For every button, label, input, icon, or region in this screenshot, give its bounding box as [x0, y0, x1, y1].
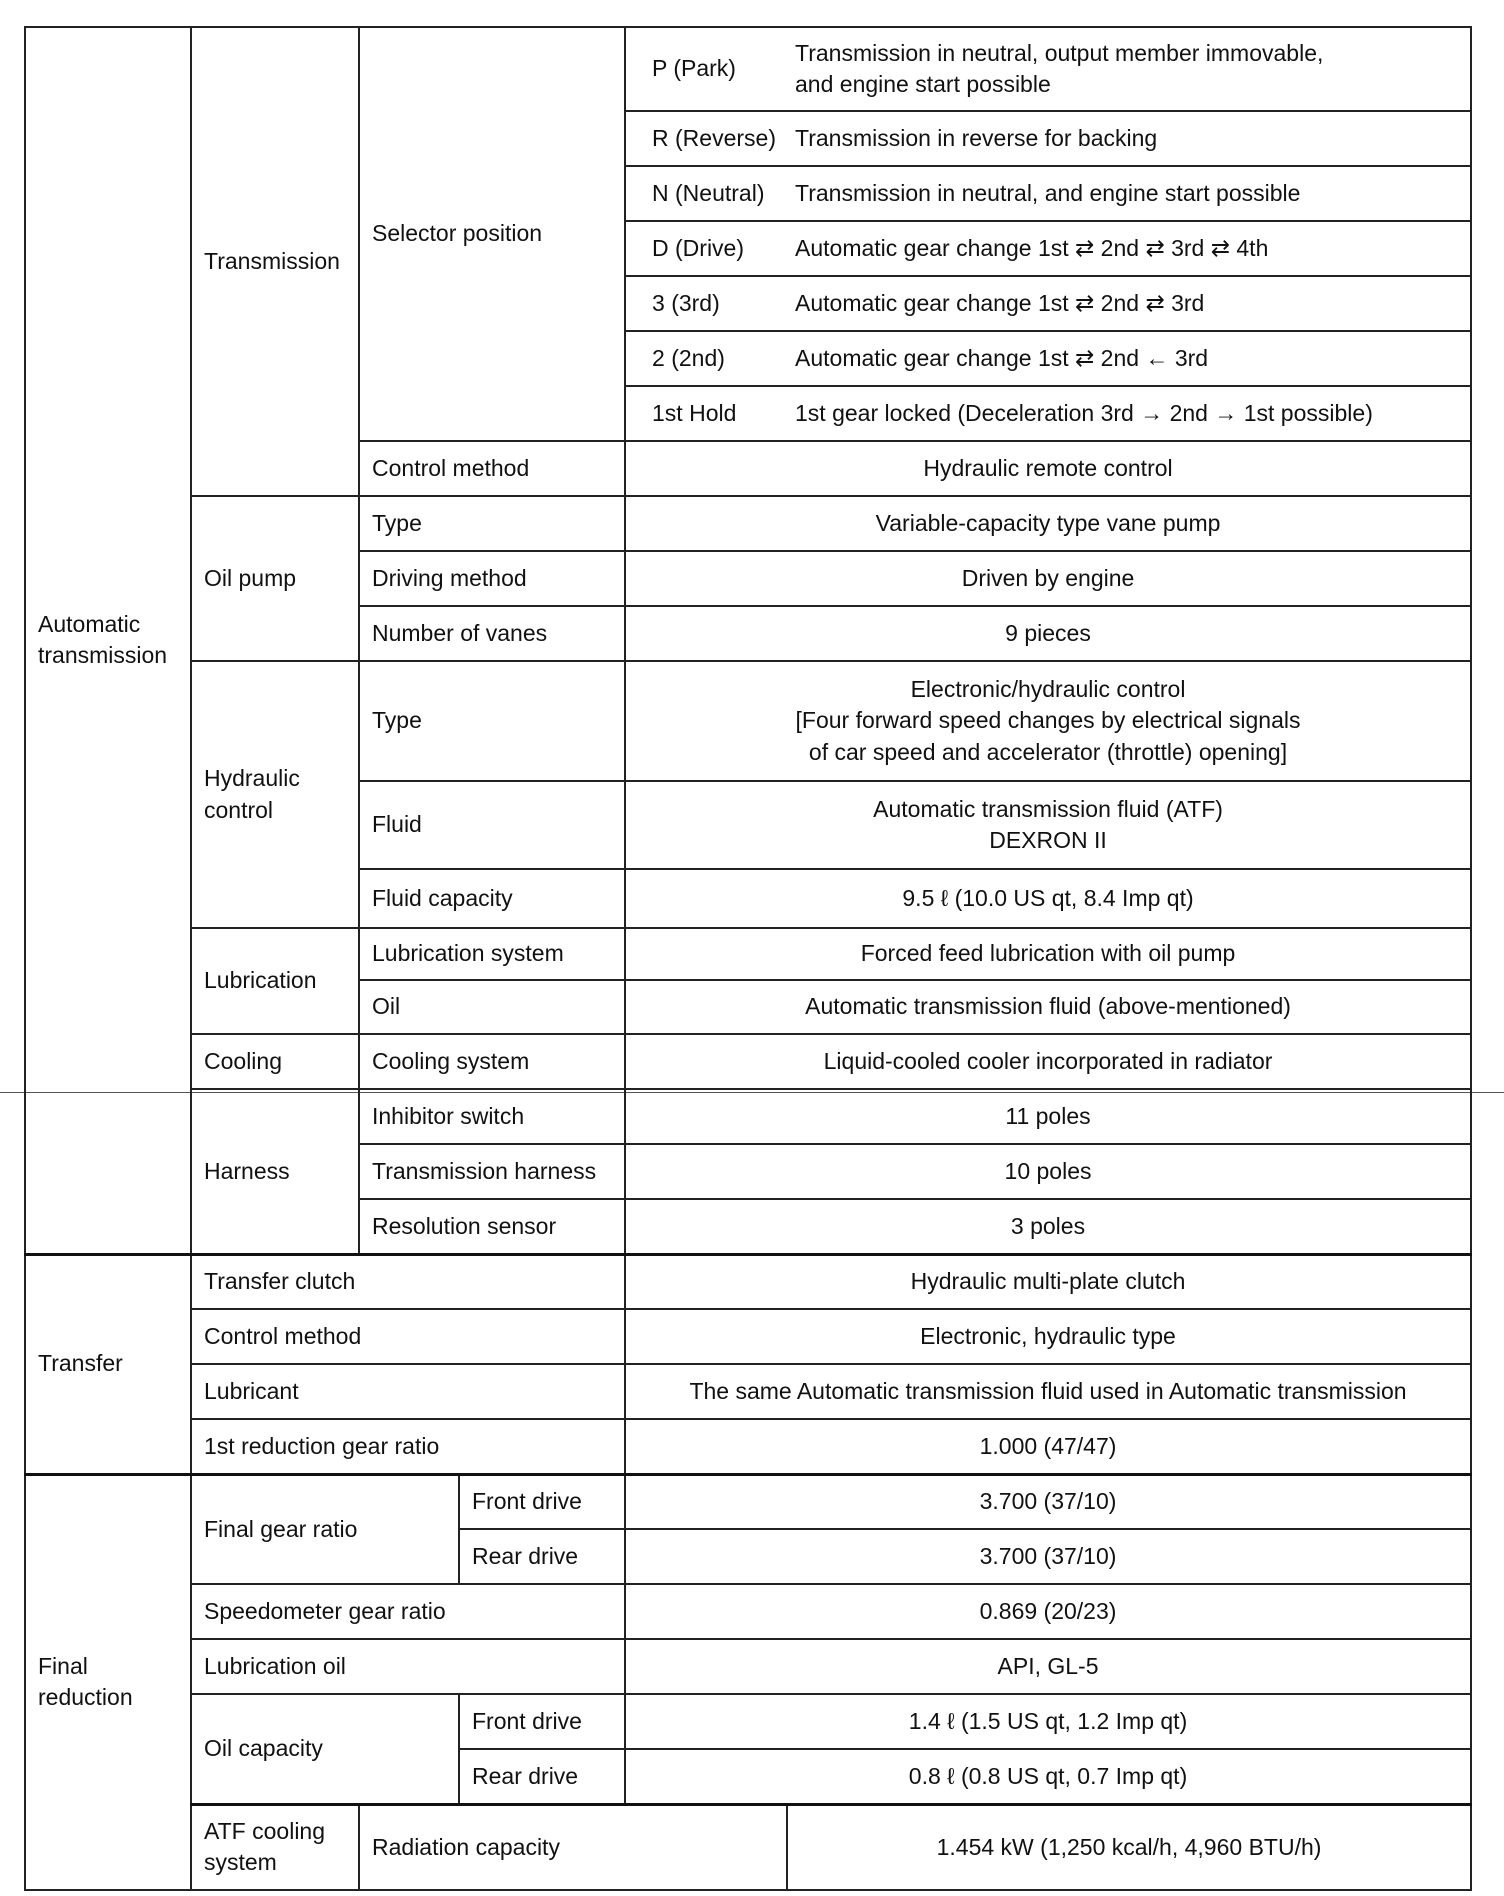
sub-field-label: Front drive — [459, 1474, 625, 1529]
field-value-line: [Four forward speed changes by electrical signals — [795, 707, 1301, 734]
subgroup-oil-pump: Oil pump — [191, 496, 359, 661]
field-label: Speedometer gear ratio — [191, 1584, 625, 1639]
table-row — [25, 1364, 1471, 1419]
field-label: Transfer clutch — [191, 1254, 625, 1309]
table-row — [25, 1804, 1471, 1890]
field-label: Lubrication oil — [191, 1639, 625, 1694]
field-label: Driving method — [359, 551, 625, 606]
position-description: Automatic gear change 1st ⇄ 2nd ← 3rd — [787, 331, 1471, 386]
field-value: Variable-capacity type vane pump — [625, 496, 1471, 551]
table-row — [25, 1034, 1471, 1089]
position-label: 2 (2nd) — [625, 331, 787, 386]
table-row — [25, 496, 1471, 551]
field-value: 1.454 kW (1,250 kcal/h, 4,960 BTU/h) — [787, 1804, 1471, 1890]
field-value: Forced feed lubrication with oil pump — [625, 928, 1471, 980]
position-label: P (Park) — [625, 27, 787, 111]
field-value: 3.700 (37/10) — [625, 1474, 1471, 1529]
field-label: Oil — [359, 980, 625, 1034]
subgroup-hydraulic-control: Hydraulic control — [191, 661, 359, 928]
subgroup-lubrication: Lubrication — [191, 928, 359, 1034]
field-value-line: of car speed and accelerator (throttle) opening] — [808, 738, 1288, 765]
field-label: Lubricant — [191, 1364, 625, 1419]
subgroup-harness: Harness — [191, 1089, 359, 1254]
table-row — [25, 27, 1471, 111]
field-label: Number of vanes — [359, 606, 625, 661]
field-value-line: Automatic transmission fluid (ATF) — [873, 795, 1223, 822]
field-value: 0.869 (20/23) — [625, 1584, 1471, 1639]
position-label: R (Reverse) — [625, 111, 787, 166]
field-value: 9.5 ℓ (10.0 US qt, 8.4 Imp qt) — [625, 869, 1471, 928]
sub-field-label: Rear drive — [459, 1529, 625, 1584]
field-value: Hydraulic multi-plate clutch — [625, 1254, 1471, 1309]
position-description: 1st gear locked (Deceleration 3rd → 2nd → 1st possible) — [787, 386, 1471, 441]
field-value: 1.000 (47/47) — [625, 1419, 1471, 1474]
field-label: Oil capacity — [191, 1694, 459, 1804]
field-label: Type — [359, 661, 625, 781]
position-description: Transmission in neutral, and engine start possible — [787, 166, 1471, 221]
field-label: Fluid capacity — [359, 869, 625, 928]
field-label: Lubrication system — [359, 928, 625, 980]
position-description: Automatic gear change 1st ⇄ 2nd ⇄ 3rd ⇄ 4th — [787, 221, 1471, 276]
field-label: Cooling system — [359, 1034, 625, 1089]
table-row — [25, 1584, 1471, 1639]
group-final-reduction: Final reduction — [25, 1474, 191, 1890]
table-row — [25, 1419, 1471, 1474]
field-value-line: Electronic/hydraulic control — [910, 676, 1186, 703]
field-label: Inhibitor switch — [359, 1089, 625, 1144]
field-value: The same Automatic transmission fluid used in Automatic transmission — [625, 1364, 1471, 1419]
table-row — [25, 1089, 1471, 1144]
position-label: 1st Hold — [625, 386, 787, 441]
field-label: Resolution sensor — [359, 1199, 625, 1254]
position-label: 3 (3rd) — [625, 276, 787, 331]
selector-position-label: Selector position — [359, 27, 625, 441]
field-label: Control method — [359, 441, 625, 496]
position-description: Transmission in reverse for backing — [787, 111, 1471, 166]
position-description-line: and engine start possible — [795, 71, 1051, 97]
field-label: Type — [359, 496, 625, 551]
field-value: Liquid-cooled cooler incorporated in radiator — [625, 1034, 1471, 1089]
field-value: Automatic transmission fluid (above-mentioned) — [625, 980, 1471, 1034]
field-value: Driven by engine — [625, 551, 1471, 606]
table-row — [25, 1474, 1471, 1529]
subgroup-cooling: Cooling — [191, 1034, 359, 1089]
field-label: Control method — [191, 1309, 625, 1364]
position-label: N (Neutral) — [625, 166, 787, 221]
table-row — [25, 1639, 1471, 1694]
subgroup-transmission: Transmission — [191, 27, 359, 496]
field-value: Hydraulic remote control — [625, 441, 1471, 496]
position-description: Automatic gear change 1st ⇄ 2nd ⇄ 3rd — [787, 276, 1471, 331]
field-label: Final gear ratio — [191, 1474, 459, 1584]
field-value-line: DEXRON II — [989, 827, 1107, 853]
table-row — [25, 928, 1471, 980]
field-value: 10 poles — [625, 1144, 1471, 1199]
field-label: Fluid — [359, 781, 625, 869]
sub-field-label: Rear drive — [459, 1749, 625, 1804]
field-label: Transmission harness — [359, 1144, 625, 1199]
position-description-line: Transmission in neutral, output member immovable, — [795, 39, 1324, 66]
sub-field-label: Front drive — [459, 1694, 625, 1749]
table-row — [25, 1309, 1471, 1364]
field-value: 9 pieces — [625, 606, 1471, 661]
position-label: D (Drive) — [625, 221, 787, 276]
field-label: 1st reduction gear ratio — [191, 1419, 625, 1474]
group-automatic-transmission: Automatic transmission — [25, 27, 191, 1254]
field-value: 3 poles — [625, 1199, 1471, 1254]
table-row — [25, 661, 1471, 781]
group-transfer: Transfer — [25, 1254, 191, 1474]
field-label: Radiation capacity — [359, 1804, 787, 1890]
group-atf-cooling: ATF cooling system — [191, 1804, 359, 1890]
field-value — [625, 661, 1471, 781]
table-row — [25, 1694, 1471, 1749]
spec-table — [24, 26, 1472, 1891]
field-value — [625, 781, 1471, 869]
field-value: 3.700 (37/10) — [625, 1529, 1471, 1584]
field-value: Electronic, hydraulic type — [625, 1309, 1471, 1364]
position-description — [787, 27, 1471, 111]
field-value: 0.8 ℓ (0.8 US qt, 0.7 Imp qt) — [625, 1749, 1471, 1804]
field-value: 11 poles — [625, 1089, 1471, 1144]
field-value: API, GL-5 — [625, 1639, 1471, 1694]
field-value: 1.4 ℓ (1.5 US qt, 1.2 Imp qt) — [625, 1694, 1471, 1749]
table-row — [25, 1254, 1471, 1309]
